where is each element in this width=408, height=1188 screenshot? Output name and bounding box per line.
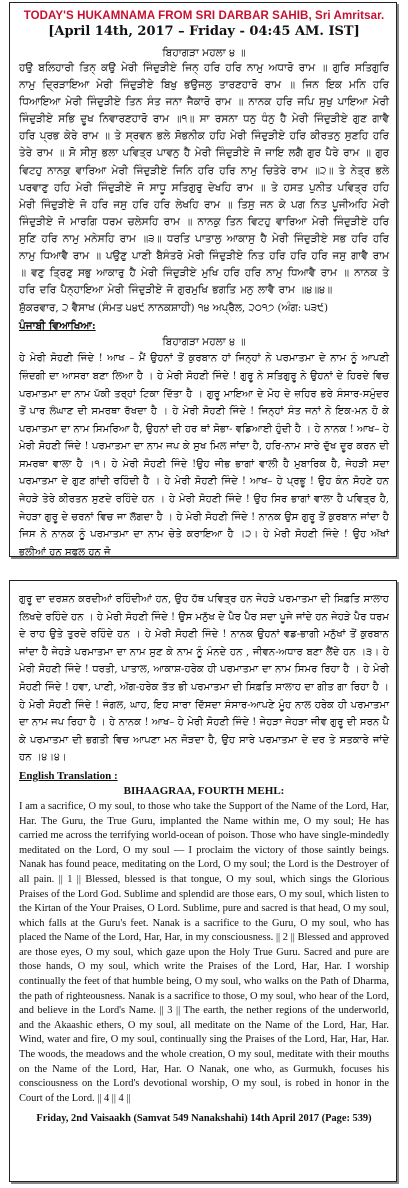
english-heading: BIHAAGRAA, FOURTH MEHL:	[123, 784, 285, 797]
vyakhya-heading: ਬਿਹਾਗੜਾ ਮਹਲਾ ੪ ॥	[162, 336, 246, 349]
raag-heading: ਬਿਹਾਗੜਾ ਮਹਲਾ ੪ ॥	[162, 47, 246, 59]
punjabi-vyakhya-text: ਹੇ ਮੇਰੀ ਸੋਹਣੀ ਜਿੰਦੇ ! ਆਖ – ਮੈਂ ਉਹਨਾਂ ਤੋਂ ਕੁਰਬਾਨ ਹਾਂ ਜਿਨ੍ਹਾਂ ਨੇ ਪਰਮਾਤਮਾ ਦੇ ਨਾਮ ਨੂੰ ਆਪਣੀ ਜ਼ਿੰਦਗੀ ਦਾ ਆਸਰਾ ਬਣਾ ਲਿਆ ਹੈ । ਹੇ ਮੇਰੀ ਸੋਹਣੀ ਜਿੰਦੇ ! ਗੁਰੂ ਨੇ ਸਤਿਗੁਰੂ ਨੇ ਉਹਨਾਂ ਦੇ ਹਿਰਦੇ ਵਿਚ ਪਰਮਾਤਮਾ ਦਾ ਨਾਮ ਪੱਕੀ ਤਰ੍ਹਾਂ ਟਿਕਾ ਦਿੱਤਾ ਹੈ । ਗੁਰੂ ਮਾਇਆ ਦੇ ਮੋਹ ਦੇ ਜ਼ਹਿਰ ਭਰੇ ਸੰਸਾਰ-ਸਮੁੰਦਰ ਤੋਂ ਪਾਰ ਲੰਘਾਣ ਦੀ ਸਮਰਥਾ ਰੱਖਦਾ ਹੈ । ਹੇ ਮੇਰੀ ਸੋਹਣੀ ਜਿੰਦੇ ! ਜਿਨ੍ਹਾਂ ਸੰਤ ਜਨਾਂ ਨੇ ਇਕ-ਮਨ ਹੋ ਕੇ ਪਰਮਾਤਮਾ ਦਾ ਨਾਮ ਸਿਮਰਿਆ ਹੈ, ਉਹਨਾਂ ਦੀ ਹਰ ਥਾਂ ਸੋਭਾ- ਵਡਿਆਈ ਹੁੰਦੀ ਹੈ । ਹੇ ਨਾਨਕ ! ਆਖ– ਹੇ ਮੇਰੀ ਸੋਹਣੀ ਜਿੰਦੇ ! ਪਰਮਾਤਮਾ ਦਾ ਨਾਮ ਜਪ ਕੇ ਸੁਖ ਮਿਲ ਜਾਂਦਾ ਹੈ, ਹਰਿ-ਨਾਮ ਸਾਰੇ ਦੁੱਖ ਦੂਰ ਕਰਨ ਦੀ ਸਮਰਥਾ ਵਾਲਾ ਹੈ ।੧। ਹੇ ਮੇਰੀ ਸੋਹਣੀ ਜਿੰਦੇ !ਉਹ ਜੀਭ ਭਾਗਾਂ ਵਾਲੀ ਹੈ ਮੁਬਾਰਿਕ ਹੈ, ਜੇਹੜੀ ਸਦਾ ਪਰਮਾਤਮਾ ਦੇ ਗੁਣ ਗਾਂਦੀ ਰਹਿੰਦੀ ਹੈ । ਹੇ ਮੇਰੀ ਸੋਹਣੀ ਜਿੰਦੇ ! ਆਖ– ਹੇ ਪ੍ਰਭੂ ! ਉਹ ਕੰਨ ਸੋਹਣੇ ਹਨ ਜੇਹੜੇ ਤੇਰੇ ਕੀਰਤਨ ਸੁਣਦੇ ਰਹਿੰਦੇ ਹਨ । ਹੇ ਮੇਰੀ ਸੋਹਣੀ ਜਿੰਦੇ ! ਉਹ ਸਿਰ ਭਾਗਾਂ ਵਾਲਾ ਹੈ ਪਵਿਤ੍ਰ ਹੈ, ਜੇਹੜਾ ਗੁਰੂ ਦੇ ਚਰਨਾਂ ਵਿਚ ਜਾ ਲੱਗਦਾ ਹੈ । ਹੇ ਮੇਰੀ ਸੋਹਣੀ ਜਿੰਦੇ ! ਨਾਨਕ ਉਸ ਗੁਰੂ ਤੋਂ ਕੁਰਬਾਨ ਜਾਂਦਾ ਹੈ ਜਿਸ ਨੇ ਨਾਨਕ ਨੂੰ ਪਰਮਾਤਮਾ ਦਾ ਨਾਮ ਚੇਤੇ ਕਰਾਇਆ ਹੈ ।੨। ਹੇ ਮੇਰੀ ਸੋਹਣੀ ਜਿੰਦੇ ! ਉਹ ਅੱਖਾਂ ਭਲੀਆਂ ਹਨ ਸਫਲ ਹਨ ਜੋ	[19, 353, 389, 558]
hukamnama-card-top	[9, 2, 397, 557]
english-translation-text: I am a sacrifice, O my soul, to those who take the Support of the Name of the Lord, Har, Har. The Guru, the True Guru, implanted the Name within me, O my soul; He has carried me across the terrifying world-ocean of poison. Those who have single-mindedly meditated on the Lord, O my soul — I proclaim the victory of those saintly beings. Nanak has found peace, meditating on the Lord, O my soul; the Lord is the Destroyer of all pain. || 1 || Blessed, blessed is that tongue, O my soul, which sings the Glorious Praises of the Lord God. Sublime and splendid are those ears, O my soul, which listen to the Kirtan of the Your Praises, O Lord. Sublime, pure and sacred is that head, O my soul, which falls at the Guru's feet. Nanak is a sacrifice to the Guru, O my soul, who has placed the Name of the Lord, Har, Har, in my consciousness. || 2 || Blessed and approved are those eyes, O my soul, which gaze upon the Holy True Guru. Sacred and pure are those hands, O my soul, which write the Praises of the Lord, Har, Har. I worship continually the feet of that humble being, O my soul, who walks on the Path of Dharma, the path of righteousness. Nanak is a sacrifice to those, O my soul, who hear of the Lord, and believe in the Lord's Name. || 3 || The earth, the nether regions of the underworld, and the Akaashic ethers, O my soul, all meditate on the Name of the Lord, Har, Har. Wind, water and fire, O my soul, continually sing the Praises of the Lord, Har, Har, Har. The woods, the meadows and the whole creation, O my soul, meditate with their mouths on the Name of the Lord, Har, Har. O Nanak, one who, as Gurmukh, focuses his consciousness on the Lord's devotional worship, O my soul, is robed in honor in the Court of the Lord. || 4 || 4 ||	[19, 800, 389, 1104]
page-title: TODAY'S HUKAMNAMA FROM SRI DARBAR SAHIB, Sri Amritsar.	[23, 10, 385, 22]
hukamnama-card-bottom	[9, 580, 397, 1182]
english-translation-label: English Translation :	[19, 769, 118, 782]
gurmukhi-date-line: ਸ਼ੁੱਕਰਵਾਰ, ੨ ਵੈਸਾਖ (ਸੰਮਤ ੫੪੯ ਨਾਨਕਸ਼ਾਹੀ) ੧੪ ਅਪ੍ਰੈਲ, ੨੦੧੭ (ਅੰਗ: ੫੩੯)	[19, 302, 329, 315]
date-heading: [April 14th, 2017 – Friday - 04:45 AM. IST]	[48, 24, 360, 39]
english-date-line: Friday, 2nd Vaisaakh (Samvat 549 Nanakshahi) 14th April 2017 (Page: 539)	[36, 1113, 372, 1125]
punjabi-vyakhya-continued: ਗੁਰੂ ਦਾ ਦਰਸ਼ਨ ਕਰਦੀਆਂ ਰਹਿੰਦੀਆਂ ਹਨ, ਉਹ ਹੱਥ ਪਵਿਤ੍ਰ ਹਨ ਜੇਹੜੇ ਪਰਮਾਤਮਾ ਦੀ ਸਿਫ਼ਤਿ ਸਾਲਾਹ ਲਿਖਦੇ ਰਹਿੰਦੇ ਹਨ । ਹੇ ਮੇਰੀ ਸੋਹਣੀ ਜਿੰਦੇ ! ਉਸ ਮਨੁੱਖ ਦੇ ਪੈਰ ਪੈਰ ਸਦਾ ਪੂਜੇ ਜਾਂਦੇ ਹਨ ਜੇਹੜੇ ਪੈਰ ਧਰਮ ਦੇ ਰਾਹ ਉਤੇ ਤੁਰਦੇ ਰਹਿੰਦੇ ਹਨ । ਹੇ ਮੇਰੀ ਸੋਹਣੀ ਜਿੰਦੇ ! ਨਾਨਕ ਉਹਨਾਂ ਵਡ-ਭਾਗੀ ਮਨੁੱਖਾਂ ਤੋਂ ਕੁਰਬਾਨ ਜਾਂਦਾ ਹੈ ਜੇਹੜੇ ਪਰਮਾਤਮਾ ਦਾ ਨਾਮ ਸੁਣ ਕੇ ਨਾਮ ਨੂੰ ਮੰਨਦੇ ਹਨ , ਜੀਵਨ-ਅਧਾਰ ਬਣਾ ਲੈਂਦੇ ਹਨ ।੩। ਹੇ ਮੇਰੀ ਸੋਹਣੀ ਜਿੰਦੇ ! ਧਰਤੀ, ਪਾਤਾਲ, ਆਕਾਸ਼-ਹਰੇਕ ਹੀ ਪਰਮਾਤਮਾ ਦਾ ਨਾਮ ਸਿਮਰ ਰਿਹਾ ਹੈ । ਹੇ ਮੇਰੀ ਸੋਹਣੀ ਜਿੰਦੇ ! ਹਵਾ, ਪਾਣੀ, ਅੱਗ-ਹਰੇਕ ਤੱਤ ਭੀ ਪਰਮਾਤਮਾ ਦੀ ਸਿਫ਼ਤਿ ਸਾਲਾਹ ਦਾ ਗੀਤ ਗਾ ਰਿਹਾ ਹੈ । ਹੇ ਮੇਰੀ ਸੋਹਣੀ ਜਿੰਦੇ ! ਜੰਗਲ, ਘਾਹ, ਇਹ ਸਾਰਾ ਦਿੱਸਦਾ ਸੰਸਾਰ-ਆਪਣੇ ਮੂੰਹ ਨਾਲ ਹਰੇਕ ਹੀ ਪਰਮਾਤਮਾ ਦਾ ਨਾਮ ਜਪ ਰਿਹਾ ਹੈ । ਹੇ ਨਾਨਕ ! ਆਖ– ਹੇ ਮੇਰੀ ਸੋਹਣੀ ਜਿੰਦੇ ! ਜੇਹੜਾ ਜੇਹੜਾ ਜੀਵ ਗੁਰੂ ਦੀ ਸਰਨ ਪੈ ਕੇ ਪਰਮਾਤਮਾ ਦੀ ਭਗਤੀ ਵਿਚ ਆਪਣਾ ਮਨ ਜੋੜਦਾ ਹੈ, ਉਹ ਸਾਰੇ ਪਰਮਾਤਮਾ ਦੇ ਦਰ ਤੇ ਸਤਕਾਰੇ ਜਾਂਦੇ ਹਨ ।੪।੪।	[19, 594, 389, 764]
punjabi-vyakhya-label: ਪੰਜਾਬੀ ਵਿਆਖਿਆ:	[19, 320, 96, 333]
shabad-text: ਹਉ ਬਲਿਹਾਰੀ ਤਿਨ੍ ਕਉ ਮੇਰੀ ਜਿੰਦੁੜੀਏ ਜਿਨ੍ ਹਰਿ ਹਰਿ ਨਾਮੁ ਅਧਾਰੋ ਰਾਮ ॥ ਗੁਰਿ ਸਤਿਗੁਰਿ ਨਾਮੁ ਦ੍ਰਿੜਾਇਆ ਮੇਰੀ ਜਿੰਦੁੜੀਏ ਬਿਖੁ ਭਉਜਲੁ ਤਾਰਣਹਾਰੋ ਰਾਮ ॥ ਜਿਨ ਇਕ ਮਨਿ ਹਰਿ ਧਿਆਇਆ ਮੇਰੀ ਜਿੰਦੁੜੀਏ ਤਿਨ ਸੰਤ ਜਨਾ ਜੈਕਾਰੋ ਰਾਮ ॥ ਨਾਨਕ ਹਰਿ ਜਪਿ ਸੁਖੁ ਪਾਇਆ ਮੇਰੀ ਜਿੰਦੁੜੀਏ ਸਭਿ ਦੂਖ ਨਿਵਾਰਣਹਾਰੋ ਰਾਮ ॥੧॥ ਸਾ ਰਸਨਾ ਧਨੁ ਧੰਨੁ ਹੈ ਮੇਰੀ ਜਿੰਦੁੜੀਏ ਗੁਣ ਗਾਵੈ ਹਰਿ ਪ੍ਰਭ ਕੇਰੇ ਰਾਮ ॥ ਤੇ ਸ੍ਰਵਨ ਭਲੇ ਸੋਭਨੀਕ ਹਹਿ ਮੇਰੀ ਜਿੰਦੁੜੀਏ ਹਰਿ ਕੀਰਤਨੁ ਸੁਣਹਿ ਹਰਿ ਤੇਰੇ ਰਾਮ ॥ ਸੋ ਸੀਸੁ ਭਲਾ ਪਵਿਤ੍ਰ ਪਾਵਨੁ ਹੈ ਮੇਰੀ ਜਿੰਦੁੜੀਏ ਜੋ ਜਾਇ ਲਗੈ ਗੁਰ ਪੈਰੇ ਰਾਮ ॥ ਗੁਰ ਵਿਟਹੁ ਨਾਨਕੁ ਵਾਰਿਆ ਮੇਰੀ ਜਿੰਦੁੜੀਏ ਜਿਨਿ ਹਰਿ ਹਰਿ ਨਾਮੁ ਚਿਤੇਰੇ ਰਾਮ ॥੨॥ ਤੇ ਨੇਤ੍ਰ ਭਲੇ ਪਰਵਾਣੁ ਹਹਿ ਮੇਰੀ ਜਿੰਦੁੜੀਏ ਜੋ ਸਾਧੂ ਸਤਿਗੁਰੁ ਦੇਖਹਿ ਰਾਮ ॥ ਤੇ ਹਸਤ ਪੁਨੀਤ ਪਵਿਤ੍ਰ ਹਹਿ ਮੇਰੀ ਜਿੰਦੁੜੀਏ ਜੋ ਹਰਿ ਜਸੁ ਹਰਿ ਹਰਿ ਲੇਖਹਿ ਰਾਮ ॥ ਤਿਸੁ ਜਨ ਕੇ ਪਗ ਨਿਤ ਪੂਜੀਅਹਿ ਮੇਰੀ ਜਿੰਦੁੜੀਏ ਜੋ ਮਾਰਗਿ ਧਰਮ ਚਲੇਸਹਿ ਰਾਮ ॥ ਨਾਨਕੁ ਤਿਨ ਵਿਟਹੁ ਵਾਰਿਆ ਮੇਰੀ ਜਿੰਦੁੜੀਏ ਹਰਿ ਸੁਣਿ ਹਰਿ ਨਾਮੁ ਮਨੇਸਹਿ ਰਾਮ ॥੩॥ ਧਰਤਿ ਪਾਤਾਲੁ ਆਕਾਸੁ ਹੈ ਮੇਰੀ ਜਿੰਦੁੜੀਏ ਸਭ ਹਰਿ ਹਰਿ ਨਾਮੁ ਧਿਆਵੈ ਰਾਮ ॥ ਪਉਣੁ ਪਾਣੀ ਬੈਸੰਤਰੋ ਮੇਰੀ ਜਿੰਦੁੜੀਏ ਨਿਤ ਹਰਿ ਹਰਿ ਹਰਿ ਜਸੁ ਗਾਵੈ ਰਾਮ ॥ ਵਣੁ ਤ੍ਰਿਣੁ ਸਭੁ ਆਕਾਰੁ ਹੈ ਮੇਰੀ ਜਿੰਦੁੜੀਏ ਮੁਖਿ ਹਰਿ ਹਰਿ ਨਾਮੁ ਧਿਆਵੈ ਰਾਮ ॥ ਨਾਨਕ ਤੇ ਹਰਿ ਦਰਿ ਪੈਨ੍ਹਾਇਆ ਮੇਰੀ ਜਿੰਦੁੜੀਏ ਜੋ ਗੁਰਮੁਖਿ ਭਗਤਿ ਮਨੁ ਲਾਵੈ ਰਾਮ ॥੪॥੪॥	[19, 62, 389, 297]
